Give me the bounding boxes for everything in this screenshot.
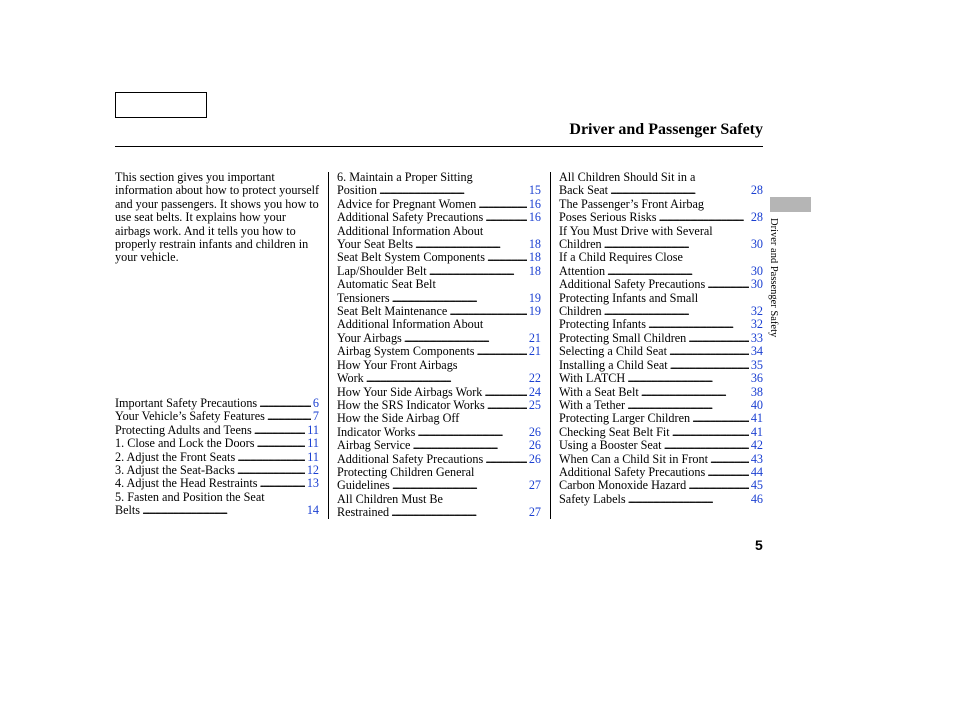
toc-page-link[interactable]: 38	[750, 384, 763, 399]
toc-entry-title: Seat Belt Maintenance	[337, 304, 448, 319]
toc-entry[interactable]	[337, 372, 541, 385]
toc-page-link[interactable]: 18	[528, 263, 541, 278]
toc-entry-title: Advice for Pregnant Women	[337, 196, 477, 211]
dot-leader	[429, 265, 527, 278]
toc-entry-title: With a Tether	[559, 397, 626, 412]
dot-leader	[659, 211, 749, 224]
toc-entry-title: Restrained	[337, 505, 390, 520]
toc-entry-title: How the Side Airbag Off	[337, 411, 460, 426]
toc-entry	[337, 278, 541, 291]
toc-entry-title: Additional Safety Precautions	[559, 464, 706, 479]
toc-entry-title: Additional Information About	[337, 223, 484, 238]
toc-entry-title: How Your Side Airbags Work	[337, 384, 483, 399]
dot-leader	[237, 451, 305, 464]
toc-entry[interactable]	[559, 332, 763, 345]
toc-entry[interactable]	[559, 493, 763, 506]
toc-entry[interactable]	[559, 399, 763, 412]
dot-leader	[417, 426, 526, 439]
toc-entry-title: When Can a Child Sit in Front	[559, 451, 708, 466]
dot-leader	[672, 426, 749, 439]
dot-leader	[449, 305, 526, 318]
toc-entry-title: Protecting Infants and Small	[559, 290, 699, 305]
toc-entry	[559, 171, 763, 184]
toc-entry-title: All Children Must Be	[337, 491, 443, 506]
toc-entry-title: Selecting a Child Seat	[559, 344, 667, 359]
dot-leader	[485, 453, 527, 466]
toc-entry[interactable]	[559, 278, 763, 291]
toc-entry-title: Your Seat Belts	[337, 237, 413, 252]
dot-leader	[485, 211, 527, 224]
toc-entry-title: How the SRS Indicator Works	[337, 397, 485, 412]
dot-leader	[487, 251, 527, 264]
toc-page-link[interactable]: 11	[307, 422, 319, 437]
toc-page-link[interactable]: 18	[528, 237, 541, 252]
dot-leader	[260, 477, 305, 490]
toc-entry-title: If a Child Requires Close	[559, 250, 683, 265]
toc-entry-title: Safety Labels	[559, 491, 626, 506]
dot-leader	[254, 424, 306, 437]
toc-entry[interactable]	[115, 464, 319, 477]
dot-leader	[604, 305, 749, 318]
toc-entry	[559, 225, 763, 238]
toc-page-link[interactable]: 16	[528, 210, 541, 225]
toc-page-link[interactable]: 26	[528, 438, 541, 453]
toc-entry-title: If You Must Drive with Several	[559, 223, 713, 238]
toc-entry[interactable]	[559, 386, 763, 399]
toc-list	[559, 171, 763, 506]
toc-entry-title: Additional Safety Precautions	[337, 210, 484, 225]
dot-leader	[415, 238, 527, 251]
toc-page-link[interactable]: 26	[528, 451, 541, 466]
intro-column	[115, 171, 323, 265]
dot-leader	[142, 504, 305, 517]
dot-leader	[607, 265, 749, 278]
toc-entry[interactable]	[337, 479, 541, 492]
toc-entry-title: Tensioners	[337, 290, 390, 305]
toc-entry-title: Indicator Works	[337, 424, 416, 439]
toc-page-link[interactable]: 40	[750, 397, 763, 412]
toc-entry[interactable]	[115, 437, 319, 450]
toc-page-link[interactable]: 35	[750, 357, 763, 372]
page-number: 5	[755, 537, 763, 553]
dot-leader	[487, 399, 527, 412]
toc-page-link[interactable]: 15	[528, 183, 541, 198]
toc-page-link[interactable]: 32	[750, 317, 763, 332]
dot-leader	[379, 184, 527, 197]
dot-leader	[692, 412, 749, 425]
toc-page-link[interactable]: 13	[306, 476, 319, 491]
toc-entry-title: Carbon Monoxide Hazard	[559, 478, 687, 493]
dot-leader	[641, 386, 749, 399]
toc-entry-title: Protecting Adults and Teens	[115, 422, 252, 437]
toc-entry-title: Additional Safety Precautions	[559, 277, 706, 292]
toc-list	[115, 397, 319, 518]
toc-page-link[interactable]: 22	[528, 371, 541, 386]
toc-entry-title: Protecting Infants	[559, 317, 646, 332]
toc-entry-title: 5. Fasten and Position the Seat	[115, 489, 265, 504]
dot-leader	[256, 437, 305, 450]
dot-leader	[476, 345, 526, 358]
toc-page-link[interactable]: 19	[528, 304, 541, 319]
toc-entry[interactable]	[115, 504, 319, 517]
toc-page-link[interactable]: 16	[528, 196, 541, 211]
toc-entry-title: Protecting Larger Children	[559, 411, 691, 426]
toc-entry-title: 3. Adjust the Seat-Backs	[115, 463, 235, 478]
toc-entry-title: Important Safety Precautions	[115, 396, 258, 410]
section-tab	[770, 197, 811, 212]
dot-leader	[627, 399, 749, 412]
toc-page-link[interactable]: 12	[306, 463, 319, 478]
toc-entry-title: Using a Booster Seat	[559, 438, 662, 453]
toc-page-link[interactable]: 41	[750, 411, 763, 426]
toc-entry-title: Attention	[559, 263, 606, 278]
toc-entry[interactable]	[559, 466, 763, 479]
toc-entry[interactable]	[337, 426, 541, 439]
toc-entry[interactable]	[337, 453, 541, 466]
toc-entry-title: 2. Adjust the Front Seats	[115, 449, 236, 464]
dot-leader	[669, 345, 749, 358]
toc-entry-title: With LATCH	[559, 371, 626, 386]
dot-leader	[392, 479, 527, 492]
toc-entry-title: Your Airbags	[337, 330, 402, 345]
toc-page-link[interactable]: 30	[750, 263, 763, 278]
toc-page-link[interactable]: 27	[528, 505, 541, 520]
toc-entry	[337, 171, 541, 184]
toc-entry[interactable]	[337, 265, 541, 278]
toc-entry	[115, 491, 319, 504]
toc-entry-title: Additional Information About	[337, 317, 484, 332]
toc-entry	[337, 493, 541, 506]
toc-entry[interactable]	[559, 305, 763, 318]
toc-entry[interactable]	[337, 506, 541, 519]
toc-entry[interactable]	[337, 332, 541, 345]
toc-entry	[337, 318, 541, 331]
toc-entry-title: Position	[337, 183, 377, 198]
toc-entry[interactable]	[559, 238, 763, 251]
toc-entry	[559, 251, 763, 264]
toc-page-link[interactable]: 11	[307, 436, 319, 451]
toc-entry	[559, 198, 763, 211]
side-section-label: Driver and Passenger Safety	[768, 218, 779, 338]
toc-entry-title: Additional Safety Precautions	[337, 451, 484, 466]
toc-entry-title: Children	[559, 304, 602, 319]
toc-entry[interactable]	[559, 453, 763, 466]
dot-leader	[688, 332, 749, 345]
toc-entry	[337, 359, 541, 372]
toc-entry-title: Guidelines	[337, 478, 390, 493]
toc-page-link[interactable]: 21	[528, 330, 541, 345]
toc-entry[interactable]	[559, 439, 763, 452]
toc-entry[interactable]	[559, 479, 763, 492]
toc-page-link[interactable]: 36	[750, 371, 763, 386]
toc-entry-title: Protecting Small Children	[559, 330, 687, 345]
toc-entry-title: All Children Should Sit in a	[559, 170, 696, 184]
toc-entry[interactable]	[559, 372, 763, 385]
toc-entry-title: 1. Close and Lock the Doors	[115, 436, 255, 451]
toc-entry[interactable]	[337, 238, 541, 251]
dot-leader	[670, 359, 749, 372]
toc-entry[interactable]	[559, 426, 763, 439]
toc-entry[interactable]	[337, 251, 541, 264]
toc-entry-title: Poses Serious Risks	[559, 210, 657, 225]
dot-leader	[237, 464, 305, 477]
toc-entry-title: The Passenger’s Front Airbag	[559, 196, 704, 211]
toc-column-1	[115, 397, 319, 518]
dot-leader	[267, 410, 311, 423]
toc-entry[interactable]	[115, 424, 319, 437]
toc-page-link[interactable]: 33	[750, 330, 763, 345]
toc-page-link[interactable]: 32	[750, 304, 763, 319]
toc-entry[interactable]	[559, 265, 763, 278]
dot-leader	[707, 278, 749, 291]
dot-leader	[710, 453, 749, 466]
toc-page-link[interactable]: 7	[312, 409, 319, 424]
toc-entry-title: Belts	[115, 503, 141, 518]
toc-entry-title: Seat Belt System Components	[337, 250, 485, 265]
corner-box	[115, 92, 207, 118]
dot-leader	[484, 386, 526, 399]
toc-entry	[559, 292, 763, 305]
toc-entry[interactable]	[337, 345, 541, 358]
dot-leader	[259, 397, 311, 410]
toc-page-link[interactable]: 24	[528, 384, 541, 399]
title-rule	[115, 146, 763, 147]
dot-leader	[664, 439, 749, 452]
toc-page-link[interactable]: 25	[528, 397, 541, 412]
toc-entry-title: 6. Maintain a Proper Sitting	[337, 170, 473, 184]
toc-entry[interactable]	[337, 292, 541, 305]
toc-entry[interactable]	[559, 211, 763, 224]
toc-page-link[interactable]: 30	[750, 277, 763, 292]
toc-entry[interactable]	[559, 345, 763, 358]
toc-entry[interactable]	[559, 412, 763, 425]
toc-page-link[interactable]: 21	[528, 344, 541, 359]
toc-entry[interactable]	[337, 439, 541, 452]
dot-leader	[610, 184, 749, 197]
toc-page-link[interactable]: 42	[750, 438, 763, 453]
toc-entry-title: 4. Adjust the Head Restraints	[115, 476, 258, 491]
toc-page-link[interactable]: 19	[528, 290, 541, 305]
toc-page-link[interactable]: 30	[750, 237, 763, 252]
toc-page-link[interactable]: 14	[306, 503, 319, 518]
toc-list	[337, 171, 541, 520]
toc-page-link[interactable]: 18	[528, 250, 541, 265]
toc-entry-title: Your Vehicle’s Safety Features	[115, 409, 265, 424]
toc-entry[interactable]	[337, 198, 541, 211]
toc-column-2	[337, 171, 541, 520]
toc-page-link[interactable]: 28	[750, 183, 763, 198]
toc-page-link[interactable]: 26	[528, 424, 541, 439]
toc-entry-title: Airbag System Components	[337, 344, 475, 359]
toc-page-link[interactable]: 6	[312, 396, 319, 410]
toc-entry-title: Lap/Shoulder Belt	[337, 263, 427, 278]
dot-leader	[604, 238, 749, 251]
toc-page-link[interactable]: 43	[750, 451, 763, 466]
dot-leader	[707, 466, 749, 479]
toc-entry	[337, 466, 541, 479]
dot-leader	[627, 372, 749, 385]
dot-leader	[404, 332, 527, 345]
dot-leader	[648, 318, 749, 331]
toc-entry-title: How Your Front Airbags	[337, 357, 458, 372]
dot-leader	[391, 506, 527, 519]
toc-page-link[interactable]: 27	[528, 478, 541, 493]
toc-entry-title: Work	[337, 371, 364, 386]
toc-entry[interactable]	[559, 184, 763, 197]
toc-entry[interactable]	[337, 386, 541, 399]
toc-entry-title: Back Seat	[559, 183, 609, 198]
toc-entry[interactable]	[115, 477, 319, 490]
page-title: Driver and Passenger Safety	[569, 121, 763, 138]
toc-entry	[337, 412, 541, 425]
toc-page-link[interactable]: 46	[750, 491, 763, 506]
toc-page-link[interactable]: 11	[307, 449, 319, 464]
dot-leader	[628, 493, 749, 506]
toc-entry-title: Airbag Service	[337, 438, 411, 453]
toc-entry[interactable]	[115, 410, 319, 423]
toc-entry-title: Automatic Seat Belt	[337, 277, 436, 292]
toc-entry	[337, 225, 541, 238]
column-divider-2	[550, 172, 551, 519]
toc-entry[interactable]	[559, 318, 763, 331]
toc-entry[interactable]	[337, 184, 541, 197]
toc-entry[interactable]	[115, 451, 319, 464]
toc-page-link[interactable]: 44	[750, 464, 763, 479]
toc-entry-title: Children	[559, 237, 602, 252]
toc-page-link[interactable]: 45	[750, 478, 763, 493]
toc-entry[interactable]	[337, 305, 541, 318]
dot-leader	[412, 439, 526, 452]
toc-entry-title: Protecting Children General	[337, 464, 475, 479]
dot-leader	[688, 479, 749, 492]
toc-entry-title: Installing a Child Seat	[559, 357, 668, 372]
toc-page-link[interactable]: 34	[750, 344, 763, 359]
toc-column-3	[559, 171, 763, 506]
toc-entry[interactable]	[559, 359, 763, 372]
column-divider-1	[328, 172, 329, 519]
toc-entry[interactable]	[337, 211, 541, 224]
dot-leader	[478, 198, 527, 211]
intro-paragraph: This section gives you important information about how to protect yourself and your passengers. It shows you how to use seat belts. It explains how your airbags work. And it tells you how to properly restrain infants and children in your vehicle.	[115, 170, 320, 265]
dot-leader	[392, 292, 527, 305]
toc-entry[interactable]	[337, 399, 541, 412]
dot-leader	[366, 372, 527, 385]
toc-entry[interactable]	[115, 397, 319, 410]
toc-page-link[interactable]: 41	[750, 424, 763, 439]
toc-entry-title: Checking Seat Belt Fit	[559, 424, 670, 439]
toc-entry-title: With a Seat Belt	[559, 384, 639, 399]
toc-page-link[interactable]: 28	[750, 210, 763, 225]
